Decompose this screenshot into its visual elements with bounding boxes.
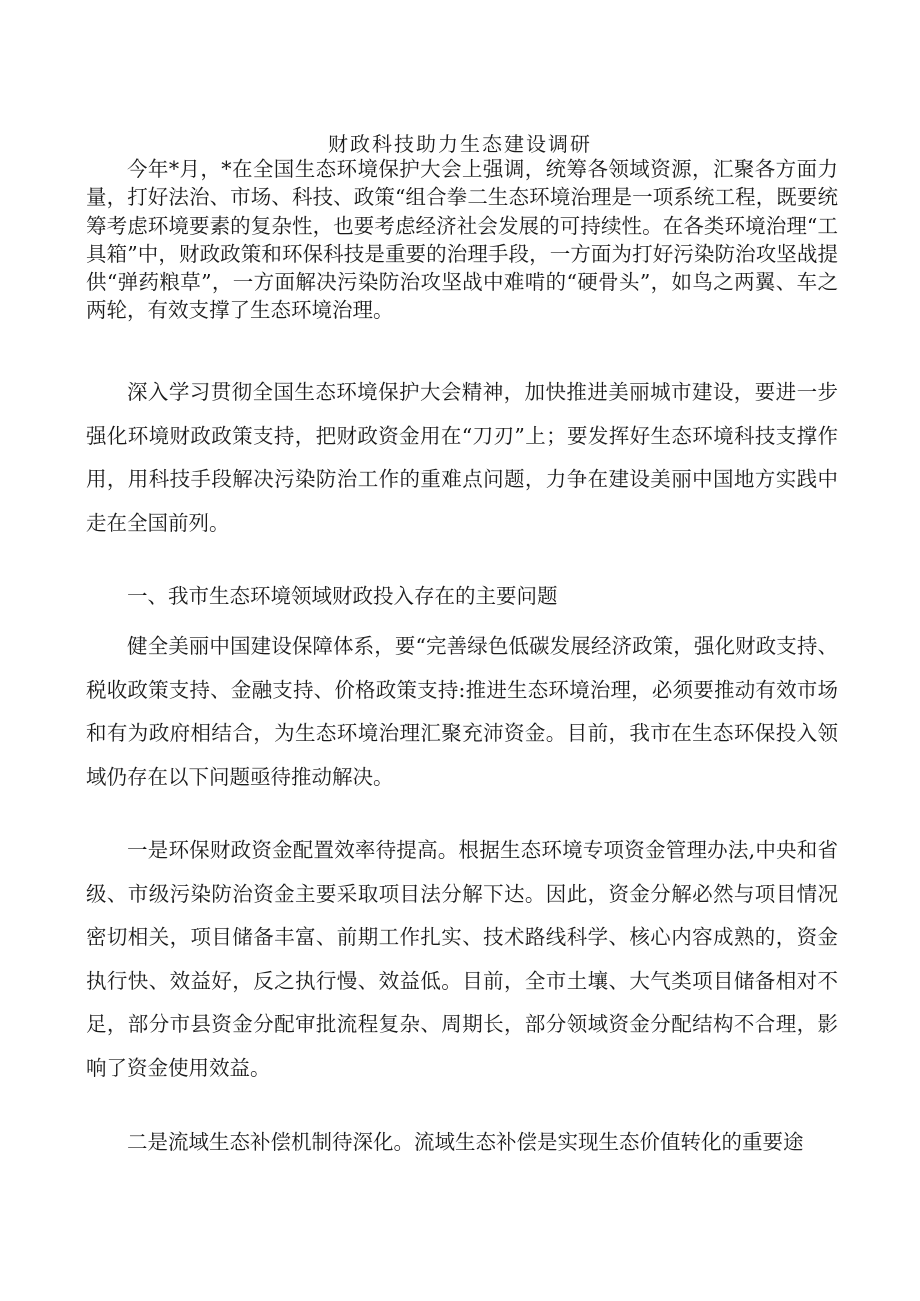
section-heading-problems: 一、我市生态环境领域财政投入存在的主要问题 — [127, 584, 558, 608]
paragraph-fund-efficiency: 一是环保财政资金配置效率待提高。根据生态环境专项资金管理办法,中央和省级、市级污染防治资金主要采取项目法分解下达。因此，资金分解必然与项目情况密切相关，项目储备丰富、前期工作扎实、技术路线科学、核心内容成熟的，资金执行快、效益好，反之执行慢、效益低。目前，全市土壤、大气类项目储备相对不足，部分市县资金分配审批流程复杂、周期长，部分领域资金分配结构不合理，影响了资金使用效益。 — [86, 838, 838, 1080]
paragraph-intro: 今年*月，*在全国生态环境保护大会上强调，统筹各领域资源，汇聚各方面力量，打好法治、市场、科技、政策“组合拳二生态环境治理是一项系统工程，既要统筹考虑环境要素的复杂性，也要考虑经济社会发展的可持续性。在各类环境治理“工具箱”中，财政政策和环保科技是重要的治理手段，一方面为打好污染防治攻坚战提供“弹药粮草”，一方面解决污染防治攻坚战中难啃的“硬骨头”，如鸟之两翼、车之两轮，有效支撑了生态环境治理。 — [86, 157, 838, 323]
paragraph-guarantee-system: 健全美丽中国建设保障体系，要“完善绿色低碳发展经济政策，强化财政支持、税收政策支持、金融支持、价格政策支持:推进生态环境治理，必须要推动有效市场和有为政府相结合，为生态环境治理汇聚充沛资金。目前，我市在生态环保投入领域仍存在以下问题亟待推动解决。 — [86, 634, 838, 789]
paragraph-eco-compensation: 二是流域生态补偿机制待深化。流域生态补偿是实现生态价值转化的重要途 — [127, 1130, 804, 1154]
document-title: 财政科技助力生态建设调研 — [328, 132, 592, 156]
paragraph-study: 深入学习贯彻全国生态环境保护大会精神，加快推进美丽城市建设，要进一步强化环境财政政策支持，把财政资金用在“刀刃”上；要发挥好生态环境科技支撑作用，用科技手段解决污染防治工作的重难点问题，力争在建设美丽中国地方实践中走在全国前列。 — [86, 380, 838, 535]
